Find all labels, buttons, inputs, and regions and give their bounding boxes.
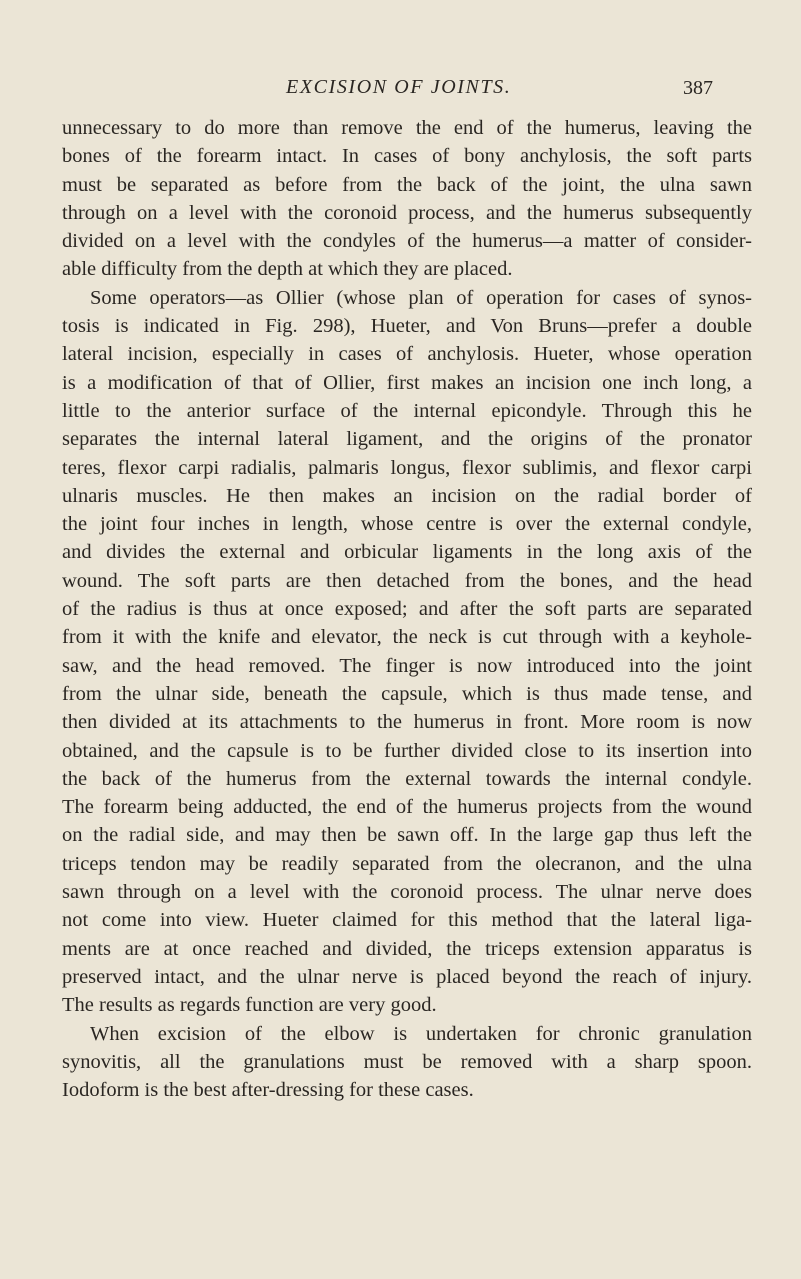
text-line: lateral incision, especially in cases of anchylosis. Hueter, whose operation	[62, 343, 752, 366]
text-line: sawn through on a level with the coronoid process. The ulnar nerve does	[62, 881, 752, 904]
text-line: then divided at its attachments to the humerus in front. More room is now	[62, 711, 752, 734]
text-line: through on a level with the coronoid process, and the humerus subsequently	[62, 201, 752, 224]
text-line: Some operators—as Ollier (whose plan of operation for cases of synos-	[90, 286, 752, 309]
text-line: synovitis, all the granulations must be removed with a sharp spoon.	[62, 1050, 752, 1073]
text-line: from it with the knife and elevator, the neck is cut through with a keyhole-	[62, 626, 752, 649]
text-line: saw, and the head removed. The finger is now introduced into the joint	[62, 654, 752, 677]
text-line: tosis is indicated in Fig. 298), Hueter, and Von Bruns—prefer a double	[62, 315, 752, 338]
body-text	[62, 114, 752, 1104]
text-line: bones of the forearm intact. In cases of bony anchylosis, the soft parts	[62, 145, 752, 168]
text-line: obtained, and the capsule is to be further divided close to its insertion into	[62, 739, 752, 762]
text-line: the back of the humerus from the external towards the internal condyle.	[62, 767, 752, 790]
text-line: teres, flexor carpi radialis, palmaris longus, flexor sublimis, and flexor carpi	[62, 456, 752, 479]
text-line: wound. The soft parts are then detached from the bones, and the head	[62, 569, 752, 592]
text-line: and divides the external and orbicular ligaments in the long axis of the	[62, 541, 752, 564]
text-line: is a modification of that of Ollier, first makes an incision one inch long, a	[62, 371, 752, 394]
text-line: must be separated as before from the back of the joint, the ulna sawn	[62, 173, 752, 196]
text-line: from the ulnar side, beneath the capsule, which is thus made tense, and	[62, 682, 752, 705]
text-line: little to the anterior surface of the internal epicondyle. Through this he	[62, 399, 752, 422]
text-line: The forearm being adducted, the end of the humerus projects from the wound	[62, 796, 752, 819]
text-line: not come into view. Hueter claimed for this method that the lateral liga-	[62, 909, 752, 932]
text-line: of the radius is thus at once exposed; and after the soft parts are separated	[62, 598, 752, 621]
text-line: ments are at once reached and divided, the triceps extension apparatus is	[62, 937, 752, 960]
text-line: Iodoform is the best after-dressing for these cases.	[62, 1079, 474, 1102]
text-line: triceps tendon may be readily separated from the olecranon, and the ulna	[62, 852, 752, 875]
running-title: EXCISION OF JOINTS.	[286, 76, 512, 98]
text-line: able difficulty from the depth at which they are placed.	[62, 258, 513, 281]
text-line: The results as regards function are very good.	[62, 994, 437, 1017]
text-line: When excision of the elbow is undertaken for chronic granulation	[90, 1022, 752, 1045]
text-line: separates the internal lateral ligament, and the origins of the pronator	[62, 428, 752, 451]
page-header	[0, 76, 801, 106]
text-line: preserved intact, and the ulnar nerve is placed beyond the reach of injury.	[62, 965, 752, 988]
text-line: the joint four inches in length, whose centre is over the external condyle,	[62, 513, 752, 536]
page-number: 387	[683, 77, 713, 99]
text-line: on the radial side, and may then be sawn off. In the large gap thus left the	[62, 824, 752, 847]
text-line: unnecessary to do more than remove the end of the humerus, leaving the	[62, 117, 752, 139]
text-line: divided on a level with the condyles of the humerus—a matter of consider-	[62, 230, 752, 253]
text-line: ulnaris muscles. He then makes an incision on the radial border of	[62, 484, 752, 507]
